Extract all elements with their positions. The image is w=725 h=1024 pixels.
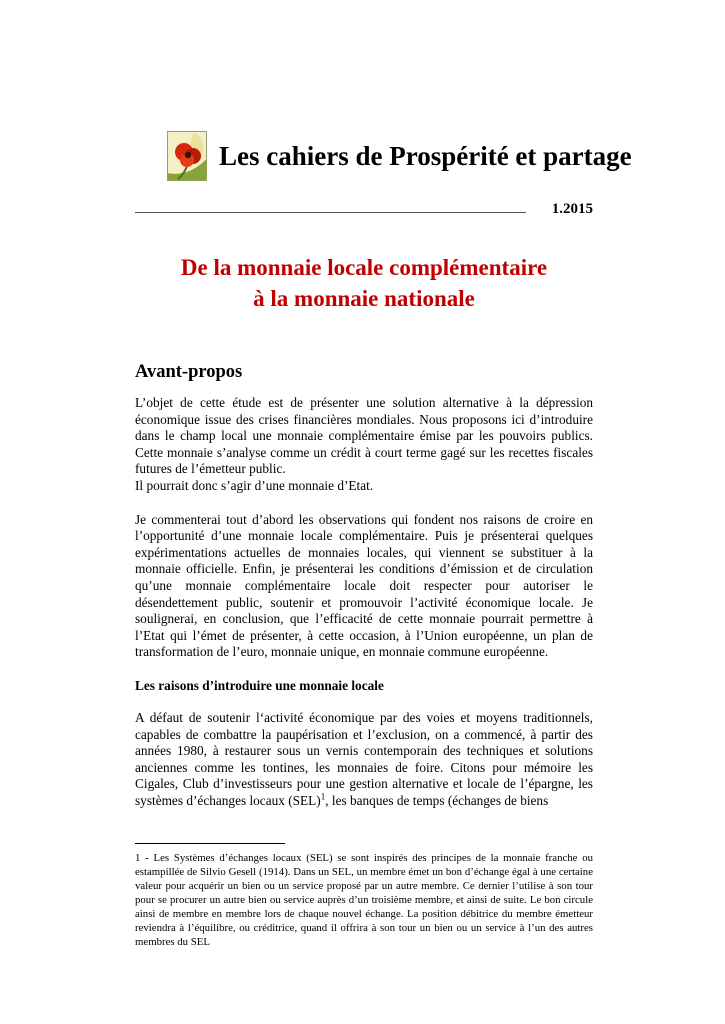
masthead [167,130,632,182]
document-title-line1: De la monnaie locale complémentaire [180,255,548,280]
brand-title: Les cahiers de Prospérité et partage [219,140,632,171]
document-title-line2: à la monnaie nationale [253,286,475,311]
header-rule-row [135,196,593,218]
footnote-block [135,843,593,949]
paragraph-3-text: A défaut de soutenir l‘activité économique par des voies et moyens traditionnels, capables de combattre la paupérisation et l’exclusion, on a commencé, à partir des années 1980, à restaurer sous un vernis contemporain des techniques et solutions anciennes comme les tontines, les monnaies de foire. Citons pour mémoire les Cigales, Club d’investisseurs pour une gestion alternative et locale de l’épargne, les systèmes d’échanges locaux (SEL) [135,709,593,808]
paragraph-2: Je commenterai tout d’abord les observations qui fondent nos raisons de croire en l’opportunité d’une monnaie locale complémentaire. Puis je présenterai quelques expérimentations actuelles de monnaies locales, qui viennent se substituer à la monnaie officielle. Enfin, je présenterai les conditions d’émission et de circulation qu’une monnaie complémentaire locale doit respecter pour autoriser le désendettement public, soutenir et promouvoir l’activité économique locale. Je soulignerai, en conclusion, que l’efficacité de cette monnaie pourrait permettre à l’Etat qui l’émet de présenter, à cette occasion, à l’Union européenne, un plan de transformation de l’euro, monnaie unique, en monnaie commune européenne. [135,511,593,660]
page-content [135,0,632,809]
paragraph-3 [135,710,593,810]
issue-number: 1.2015 [551,201,593,217]
paragraph-3-text-continued: , les banques de temps (échanges de biens [325,792,549,808]
document-title [135,252,593,314]
footnote-text: 1 - Les Systèmes d’échanges locaux (SEL) se sont inspirés des principes de la monnaie franche ou estampillée de Silvio Gesell (1914). Dans un SEL, un membre émet un bon d’échange égal à une certaine valeur pour acquérir un bien ou un service proposé par un autre membre. Ce dernier l’utilise à son tour pour se procurer un autre bien ou service auprès d’un troisième membre, et ainsi de suite. Le bon circule ainsi de membre en membre lors de chaque nouvel échange. La position débitrice du membre émetteur reviendra à l’équilibre, ou créditrice, quand il offrira à son tour un bien ou un service à l’un des autres membres du SEL [135,852,593,948]
poppy-logo-icon [167,131,207,181]
paragraph-1-last-line: Il pourrait donc s’agir d’une monnaie d’Etat. [135,477,374,493]
horizontal-rule [135,212,526,213]
subsection-heading-raisons: Les raisons d’introduire une monnaie locale [135,677,384,693]
footnote-separator-rule [135,843,285,844]
paragraph-1-text: L’objet de cette étude est de présenter une solution alternative à la dépression économique issue des crises financières mondiales. Nous proposons ici d’introduire dans le champ local une monnaie complémentaire émise par les pouvoirs publics. Cette monnaie s’analyse comme un crédit à court terme gagé sur les recettes fiscales futures de l’émetteur public. [135,395,593,477]
paragraph-1 [135,395,593,495]
section-heading-avant-propos: Avant-propos [135,362,243,382]
footnote-reference-1: 1 [320,791,326,802]
